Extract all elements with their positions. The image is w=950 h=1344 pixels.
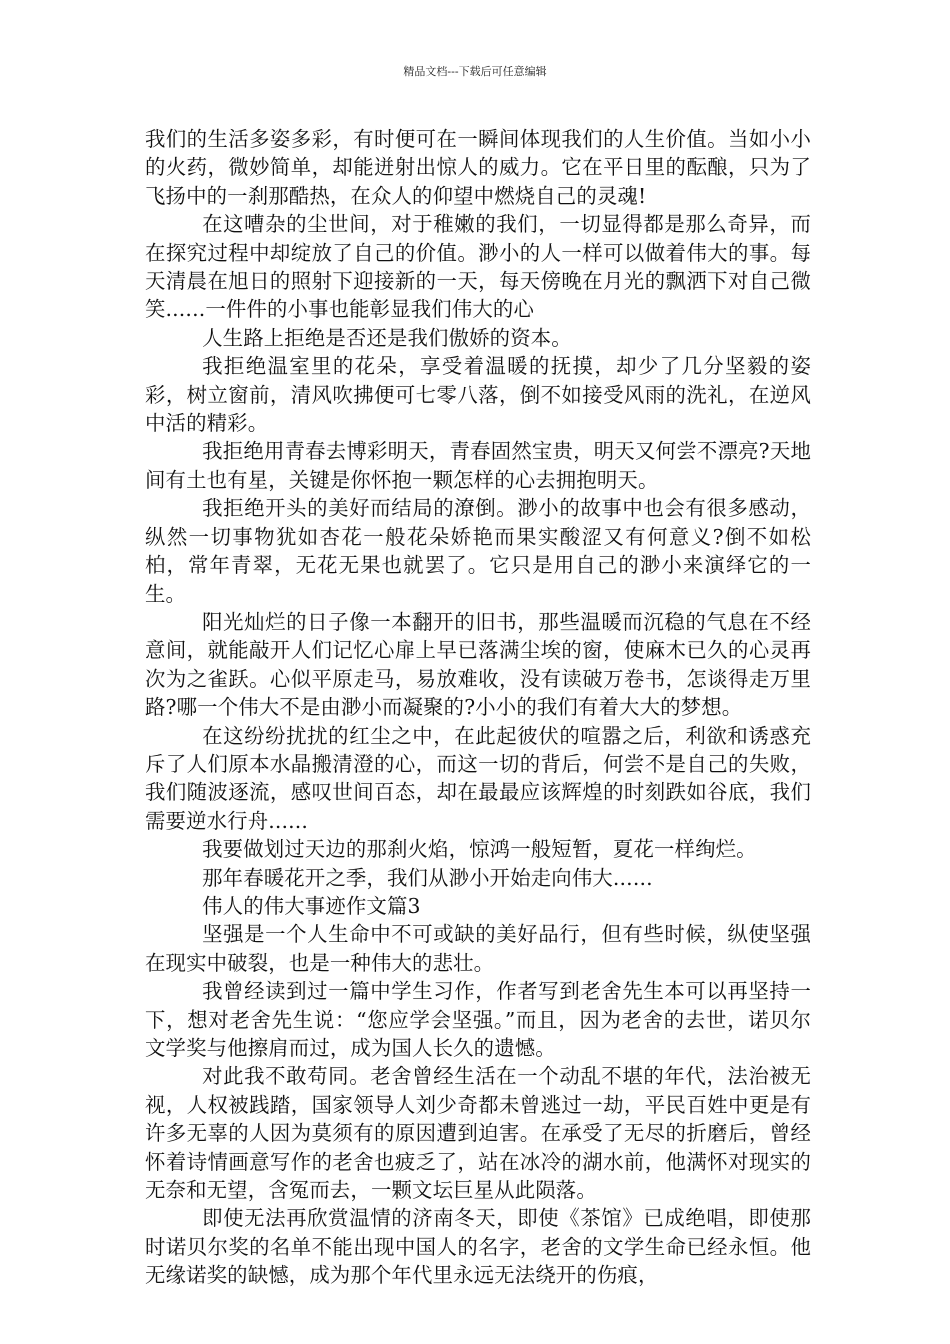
paragraph: 阳光灿烂的日子像一本翻开的旧书，那些温暖而沉稳的气息在不经意间，就能敲开人们记忆心扉上早已落满尘埃的窗，使麻木已久的心灵再次为之雀跃。心似平原走马，易放难收，没有读破万卷书，怎谈得走万里路?哪一个伟大不是由渺小而凝聚的?小小的我们有着大大的梦想。	[145, 609, 811, 720]
paragraph: 我拒绝开头的美好而结局的潦倒。渺小的故事中也会有很多感动，纵然一切事物犹如杏花一般花朵娇艳而果实酸涩又有何意义?倒不如松柏，常年青翠，无花无果也就罢了。它只是用自己的渺小来演绎它的一生。	[145, 496, 811, 606]
document-body	[145, 125, 811, 1290]
section-heading: 伟人的伟大事迹作文篇3	[202, 893, 421, 918]
paragraph: 在这嘈杂的尘世间，对于稚嫩的我们，一切显得都是那么奇异，而在探究过程中却绽放了自己的价值。渺小的人一样可以做着伟大的事。每天清晨在旭日的照射下迎接新的一天，每天傍晚在月光的飘洒下对自己微笑......一件件的小事也能彰显我们伟大的心	[145, 212, 811, 322]
paragraph: 坚强是一个人生命中不可或缺的美好品行，但有些时候，纵使坚强在现实中破裂，也是一种伟大的悲壮。	[145, 922, 811, 975]
paragraph: 在这纷纷扰扰的红尘之中，在此起彼伏的喧嚣之后，利欲和诱惑充斥了人们原本水晶搬清澄的心，而这一切的背后，何尝不是自己的失败，我们随波逐流，感叹世间百态，却在最最应该辉煌的时刻跌如谷底，我们需要逆水行舟......	[145, 723, 811, 833]
paragraph: 我拒绝用青春去博彩明天，青春固然宝贵，明天又何尝不漂亮?天地间有土也有星，关键是你怀抱一颗怎样的心去拥抱明天。	[145, 439, 811, 492]
paragraph: 我要做划过天边的那刹火焰，惊鸿一般短暂，夏花一样绚烂。	[202, 837, 757, 862]
paragraph: 我曾经读到过一篇中学生习作，作者写到老舍先生本可以再坚持一下，想对老舍先生说：“您应学会坚强。”而且，因为老舍的去世，诺贝尔文学奖与他擦肩而过，成为国人长久的遗憾。	[145, 979, 811, 1060]
page-header: 精品文档---下载后可任意编辑	[403, 65, 547, 78]
paragraph: 对此我不敢苟同。老舍曾经生活在一个动乱不堪的年代，法治被无视，人权被践踏，国家领导人刘少奇都未曾逃过一劫，平民百姓中更是有许多无辜的人因为莫须有的原因遭到迫害。在承受了无尽的折磨后，曾经怀着诗情画意写作的老舍也疲乏了，站在冰冷的湖水前，他满怀对现实的无奈和无望，含冤而去，一颗文坛巨星从此陨落。	[145, 1064, 811, 1203]
paragraph: 人生路上拒绝是否还是我们傲娇的资本。	[202, 325, 572, 350]
paragraph: 即使无法再欣赏温情的济南冬天，即使《茶馆》已成绝唱，即使那时诺贝尔奖的名单不能出现中国人的名字，老舍的文学生命已经永恒。他无缘诺奖的缺憾，成为那个年代里永远无法绕开的伤痕，	[145, 1206, 811, 1288]
paragraph: 我们的生活多姿多彩，有时便可在一瞬间体现我们的人生价值。当如小小的火药，微妙简单，却能迸射出惊人的威力。它在平日里的酝酿，只为了飞扬中的一刹那酷热，在众人的仰望中燃烧自己的灵魂!	[145, 127, 811, 208]
paragraph: 我拒绝温室里的花朵，享受着温暖的抚摸，却少了几分坚毅的姿彩，树立窗前，清风吹拂便可七零八落，倒不如接受风雨的洗礼，在逆风中活的精彩。	[145, 354, 811, 436]
paragraph: 那年春暖花开之季，我们从渺小开始走向伟大......	[202, 865, 653, 890]
